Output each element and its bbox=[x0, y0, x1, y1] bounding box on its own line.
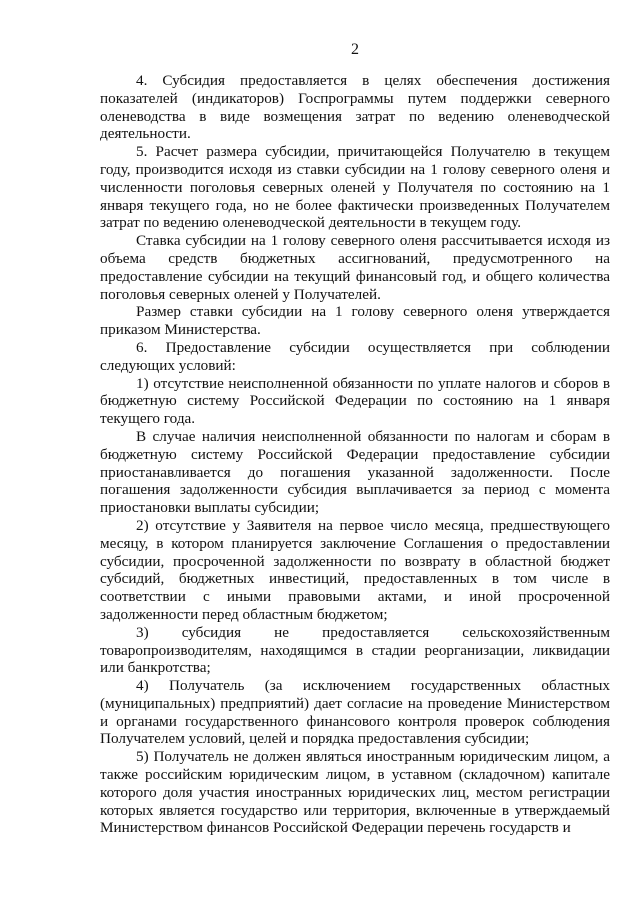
paragraph-condition-5: 5) Получатель не должен являться иностранным юридическим лицом, а также российским юридическим лицом, в уставном (складочном) капитале которого доля участия иностранных юридических лиц, местом регистрации которых является государство или территория, включенные в утверждаемый Министерством финансов Российской Федерации перечень государств и bbox=[100, 748, 610, 837]
paragraph-rate-approval: Размер ставки субсидии на 1 голову северного оленя утверждается приказом Министерства. bbox=[100, 303, 610, 339]
paragraph-item-6: 6. Предоставление субсидии осуществляется при соблюдении следующих условий: bbox=[100, 338, 610, 374]
paragraph-rate-calculation: Ставка субсидии на 1 голову северного оленя рассчитывается исходя из объема средств бюджетных ассигнований, предусмотренного на предоставление субсидии на текущий финансовый год, и общего количества поголовья северных оленей у Получателей. bbox=[100, 232, 610, 303]
paragraph-condition-4: 4) Получатель (за исключением государственных областных (муниципальных) предприятий) дает согласие на проведение Министерством и органами государственного финансового контроля проверок соблюдения Получателем условий, целей и порядка предоставления субсидии; bbox=[100, 677, 610, 748]
paragraph-item-5: 5. Расчет размера субсидии, причитающейся Получателю в текущем году, производится исходя из ставки субсидии на 1 голову северного оленя и численности поголовья северных оленей у Получателя по состоянию на 1 января текущего года, но не более фактически произведенных Получателем затрат по ведению оленеводческой деятельности в текущем году. bbox=[100, 143, 610, 232]
paragraph-condition-3: 3) субсидия не предоставляется сельскохозяйственным товаропроизводителям, находящимся в стадии реорганизации, ликвидации или банкротства; bbox=[100, 623, 610, 677]
paragraph-condition-2: 2) отсутствие у Заявителя на первое число месяца, предшествующего месяцу, в котором планируется заключение Соглашения о предоставлении субсидии, просроченной задолженности по возврату в областной бюджет субсидий, бюджетных инвестиций, предоставленных в том числе в соответствии с иными правовыми актами, и иной просроченной задолженности перед областным бюджетом; bbox=[100, 516, 610, 623]
page-number: 2 bbox=[351, 41, 359, 58]
paragraph-item-4: 4. Субсидия предоставляется в целях обеспечения достижения показателей (индикаторов) Госпрограммы путем поддержки северного оленеводства в виде возмещения затрат по ведению оленеводческой деятельности. bbox=[100, 72, 610, 143]
paragraph-condition-1: 1) отсутствие неисполненной обязанности по уплате налогов и сборов в бюджетную систему Российской Федерации по состоянию на 1 января текущего года. bbox=[100, 374, 610, 428]
paragraph-condition-1-note: В случае наличия неисполненной обязанности по налогам и сборам в бюджетную систему Российской Федерации предоставление субсидии приостанавливается до погашения указанной задолженности. После погашения задолженности субсидия выплачивается за период с момента приостановки выплаты субсидии; bbox=[100, 427, 610, 517]
